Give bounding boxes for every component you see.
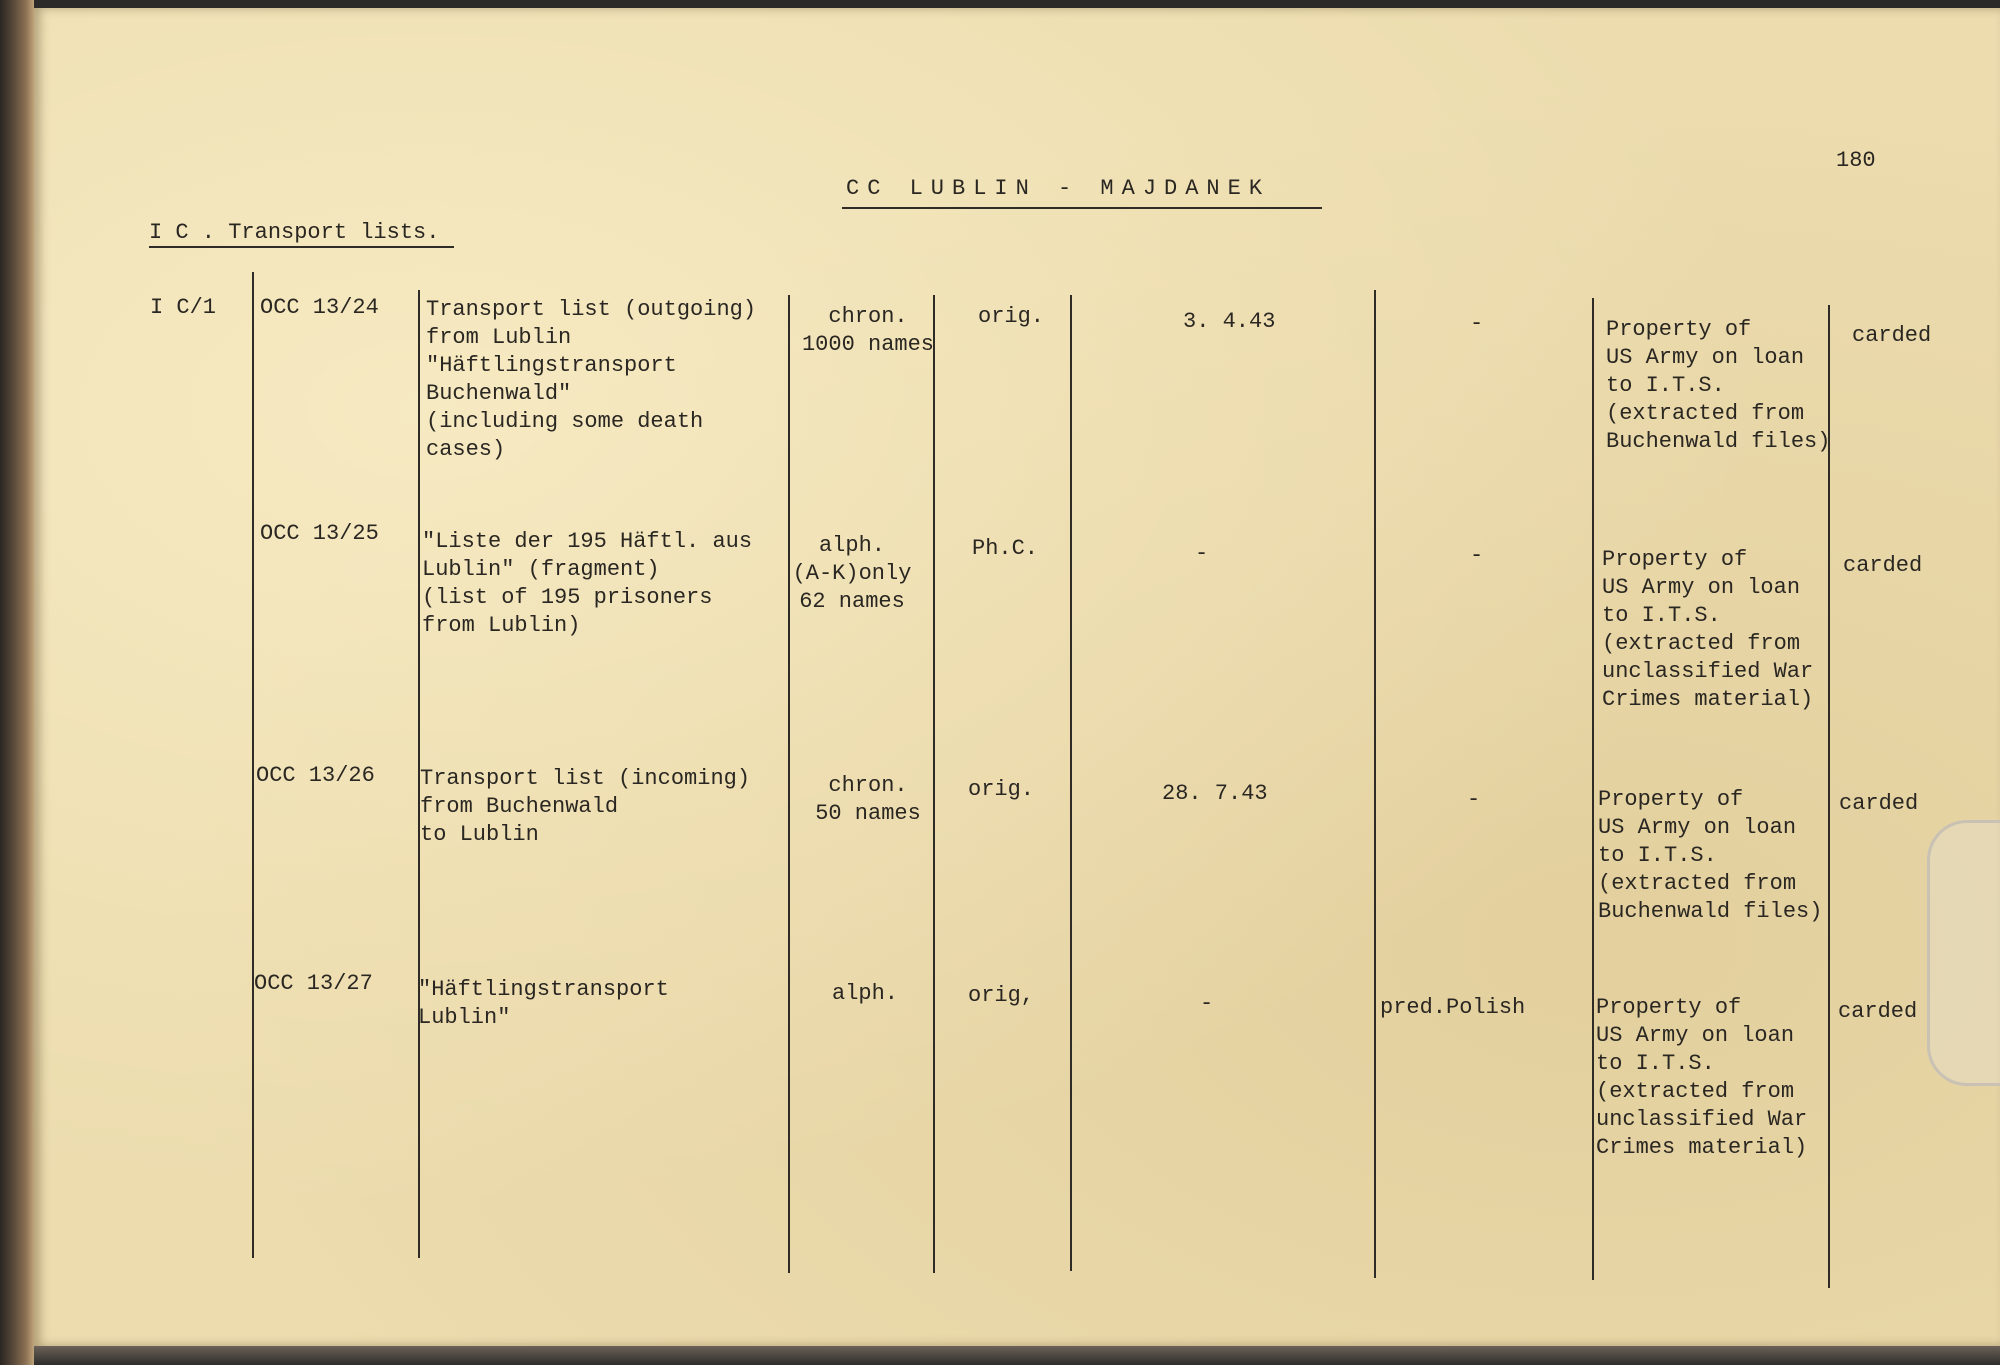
row-language: - — [1470, 311, 1484, 336]
column-rule — [788, 295, 790, 1273]
row-status: carded — [1852, 323, 1932, 348]
row-status: carded — [1839, 791, 1919, 816]
column-rule — [1374, 290, 1376, 1278]
row-arrangement: chron. 1000 names — [801, 304, 935, 357]
row-description: Transport list (incoming) from Buchenwald to Lublin — [420, 766, 751, 847]
column-rule — [252, 272, 254, 1258]
row-type: orig. — [978, 304, 1045, 329]
column-rule — [1070, 295, 1072, 1271]
row-date: 28. 7.43 — [1162, 781, 1268, 806]
row-provenance: Property of US Army on loan to I.T.S. (extracted from Buchenwald files) — [1606, 317, 1831, 454]
row-date: - — [1195, 541, 1209, 566]
row-description: "Häftlingstransport Lublin" — [418, 977, 669, 1030]
row-arrangement: alph. — [832, 981, 899, 1006]
row-type: Ph.C. — [972, 536, 1039, 561]
row-reference: OCC 13/26 — [256, 763, 375, 788]
row-date: - — [1200, 991, 1214, 1016]
page-number: 180 — [1836, 148, 1876, 173]
row-group-id: I C/1 — [150, 295, 217, 320]
row-description: "Liste der 195 Häftl. aus Lublin" (fragment) (list of 195 prisoners from Lublin) — [422, 529, 753, 638]
row-language: - — [1470, 543, 1484, 568]
title-underline — [842, 207, 1322, 209]
row-language: pred.Polish — [1380, 995, 1526, 1020]
row-date: 3. 4.43 — [1183, 309, 1276, 334]
row-reference: OCC 13/24 — [260, 295, 379, 320]
row-status: carded — [1843, 553, 1923, 578]
column-rule — [1592, 298, 1594, 1280]
row-reference: OCC 13/25 — [260, 521, 379, 546]
row-type: orig. — [968, 777, 1035, 802]
section-heading: I C . Transport lists. — [149, 220, 440, 245]
row-type: orig, — [968, 983, 1035, 1008]
row-provenance: Property of US Army on loan to I.T.S. (extracted from unclassified War Crimes material) — [1602, 547, 1814, 712]
row-language: - — [1467, 787, 1481, 812]
binder-clip — [1927, 820, 2000, 1086]
row-provenance: Property of US Army on loan to I.T.S. (extracted from unclassified War Crimes material) — [1596, 995, 1808, 1160]
row-arrangement: alph. (A-K)only 62 names — [792, 533, 912, 614]
page-title: CC LUBLIN - MAJDANEK — [846, 176, 1271, 201]
row-reference: OCC 13/27 — [254, 971, 373, 996]
page-bottom-edge — [34, 1346, 2000, 1365]
row-status: carded — [1838, 999, 1918, 1024]
section-underline — [149, 246, 454, 248]
book-spine — [0, 0, 34, 1365]
row-arrangement: chron. 50 names — [815, 773, 921, 826]
row-description: Transport list (outgoing) from Lublin "Häftlingstransport Buchenwald" (including some death cases) — [426, 297, 757, 462]
row-provenance: Property of US Army on loan to I.T.S. (extracted from Buchenwald files) — [1598, 787, 1823, 924]
